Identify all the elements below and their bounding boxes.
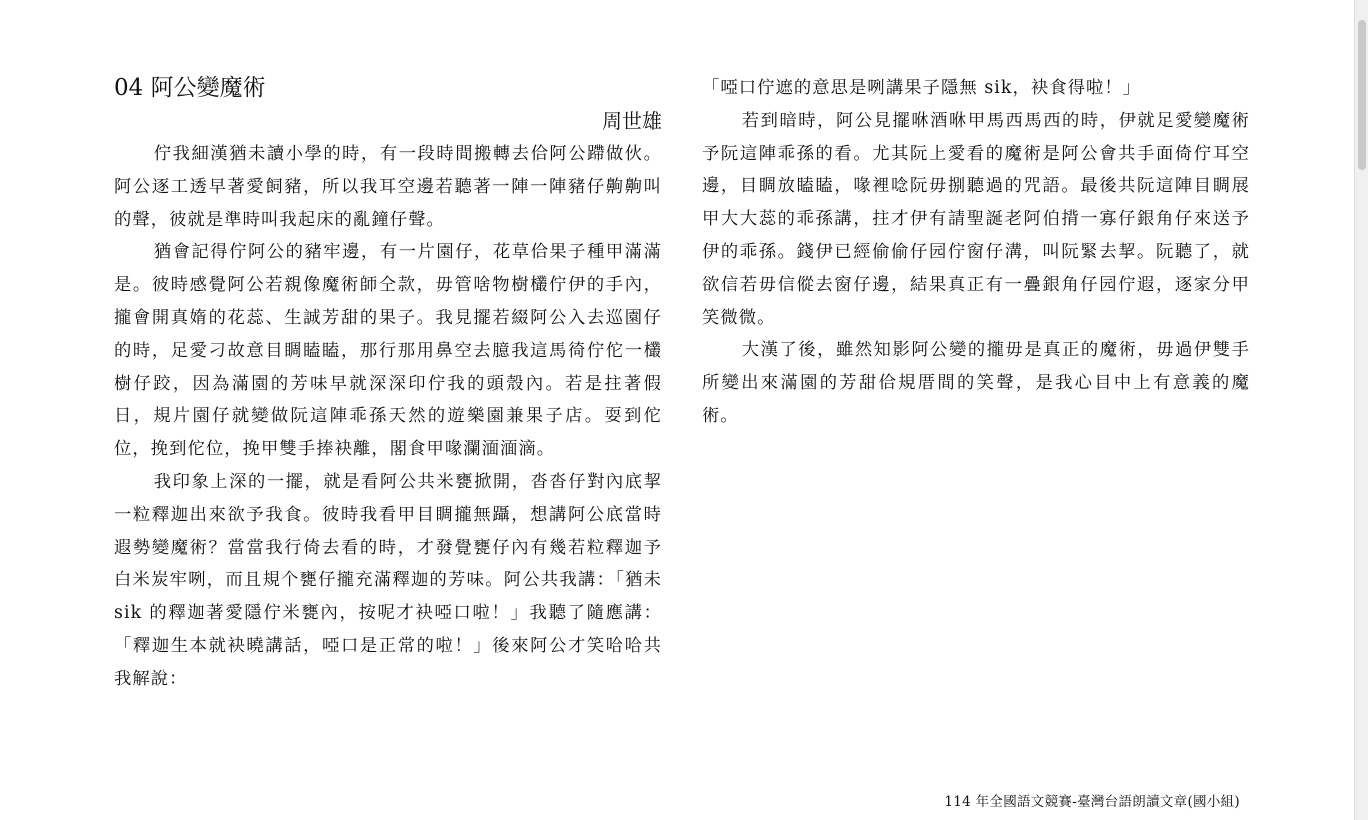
page-footer: 114 年全國語文競賽-臺灣台語朗讀文章(國小組) (944, 794, 1240, 810)
paragraph: 大漢了後，雖然知影阿公變的攏毋是真正的魔術，毋過伊雙手所變出來滿園的芳甜佮規厝間的笑聲，是我心目中上有意義的魔術。 (702, 340, 1250, 426)
paragraph: 猶會記得佇阿公的豬牢邊，有一片園仔，花草佮果子種甲滿滿是。彼時感覺阿公若親像魔術師仝款，毋管啥物樹欉佇伊的手內，攏會開真媠的花蕊、生誠芳甜的果子。我見擺若綴阿公入去巡園仔的時，足愛刁故意目睭瞌瞌，那行那用鼻空去臆我這馬徛佇佗一欉樹仔跤，因為滿園的芳味早就深深印佇我的頭殼內。若是拄著假日，規片園仔就變做阮這陣乖孫天然的遊樂園兼果子店。耍到佗位，挽到佗位，挽甲雙手捧袂離，閣食甲喙瀾湎湎滴。 (114, 242, 662, 460)
left-column (114, 70, 662, 696)
article-author: 周世雄 (602, 109, 662, 133)
paragraph: 若到暗時，阿公見擺咻酒咻甲馬西馬西的時，伊就足愛變魔術予阮這陣乖孫的看。尤其阮上愛看的魔術是阿公會共手面倚佇耳空邊，目睭放瞌瞌，喙裡唸阮毋捌聽過的咒語。最後共阮這陣目睭展甲大大蕊的乖孫講，拄才伊有請聖誕老阿伯揹一寡仔銀角仔來送予伊的乖孫。錢伊已經偷偷仔园佇窗仔溝，叫阮緊去挈。阮聽了，就欲信若毋信傱去窗仔邊，結果真正有一疊銀角仔园佇遐，逐家分甲笑微微。 (702, 110, 1250, 328)
scrollbar-thumb[interactable] (1358, 20, 1366, 170)
paragraph: 佇我細漢猶未讀小學的時，有一段時間搬轉去佮阿公蹛做伙。阿公逐工透早著愛飼豬，所以我耳空邊若聽著一陣一陣豬仔齁齁叫的聲，彼就是準時叫我起床的亂鐘仔聲。 (114, 144, 662, 230)
vertical-scrollbar[interactable] (1354, 0, 1368, 820)
right-column (702, 70, 1250, 433)
paragraph: 我印象上深的一擺，就是看阿公共米甕掀開，沓沓仔對內底挈一粒釋迦出來欲予我食。彼時我看甲目睭攏無躡，想講阿公底當時遐勢變魔術？當當我行倚去看的時，才發覺甕仔內有幾若粒釋迦予白米炭牢咧，而且規个甕仔攏充滿釋迦的芳味。阿公共我講：「猶未 sik 的釋迦著愛隱佇米甕內，按呢才袂啞口啦！」我聽了隨應講：「釋迦生本就袂曉講話，啞口是正常的啦！」後來阿公才笑哈哈共我解說： (114, 471, 662, 689)
article-title: 04 阿公變魔術 (114, 75, 266, 101)
paragraph-continued: 「啞口佇遮的意思是咧講果子隱無 sik，袂食得啦！」 (702, 78, 1142, 98)
